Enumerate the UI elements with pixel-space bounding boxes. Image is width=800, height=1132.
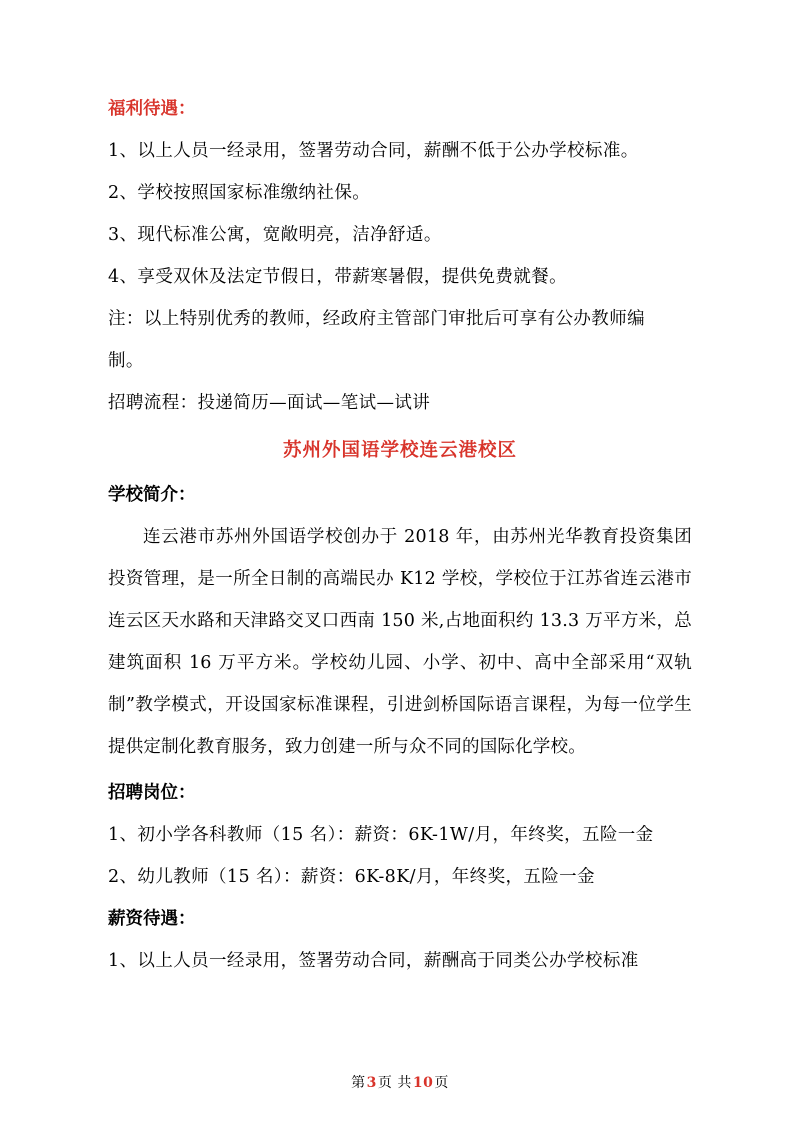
positions-heading: 招聘岗位： [108, 783, 196, 803]
benefits-heading: 福利待遇： [108, 99, 196, 119]
recruitment-process: 招聘流程：投递简历—面试—笔试—试讲 [108, 393, 431, 413]
salary-heading: 薪资待遇： [108, 909, 196, 929]
benefits-item-2: 2、学校按照国家标准缴纳社保。 [108, 183, 371, 203]
positions-item-2: 2、幼儿教师（15 名）：薪资：6K-8K/月，年终奖，五险一金 [108, 867, 595, 887]
benefits-note-line-2: 制。 [108, 351, 144, 371]
page-footer [0, 1072, 800, 1092]
intro-heading: 学校简介： [108, 485, 196, 505]
intro-paragraph: 连云港市苏州外国语学校创办于 2018 年，由苏州光华教育投资集团投资管理，是一所全日制的高端民办 K12 学校，学校位于江苏省连云港市连云区天水路和天津路交叉口西南 150 米,占地面积约 13.3 万平方米，总建筑面积 16 万平方米。学校幼儿园、小学、初中、高中全部采用“双轨制”教学模式，开设国家标准课程，引进剑桥国际语言课程，为每一位学生提供定制化教育服务，致力创建一所与众不同的国际化学校。 [108, 527, 692, 757]
footer-prefix: 第 [351, 1075, 366, 1091]
benefits-item-3: 3、现代标准公寓，宽敞明亮，洁净舒适。 [108, 225, 442, 245]
salary-item-1: 1、以上人员一经录用，签署劳动合同，薪酬高于同类公办学校标准 [108, 951, 639, 971]
benefits-note-line-1: 注：以上特别优秀的教师，经政府主管部门审批后可享有公办教师编 [108, 309, 645, 329]
school-title: 苏州外国语学校连云港校区 [282, 440, 517, 461]
footer-current-page: 3 [366, 1075, 377, 1091]
benefits-item-1: 1、以上人员一经录用，签署劳动合同，薪酬不低于公办学校标准。 [108, 141, 639, 161]
footer-middle: 页 共 [377, 1075, 412, 1091]
benefits-item-4: 4、享受双休及法定节假日，带薪寒暑假，提供免费就餐。 [108, 267, 568, 287]
footer-total-pages: 10 [412, 1075, 434, 1091]
positions-item-1: 1、初小学各科教师（15 名）：薪资：6K-1W/月，年终奖，五险一金 [108, 825, 654, 845]
footer-suffix: 页 [434, 1075, 449, 1091]
document-body [108, 88, 692, 982]
